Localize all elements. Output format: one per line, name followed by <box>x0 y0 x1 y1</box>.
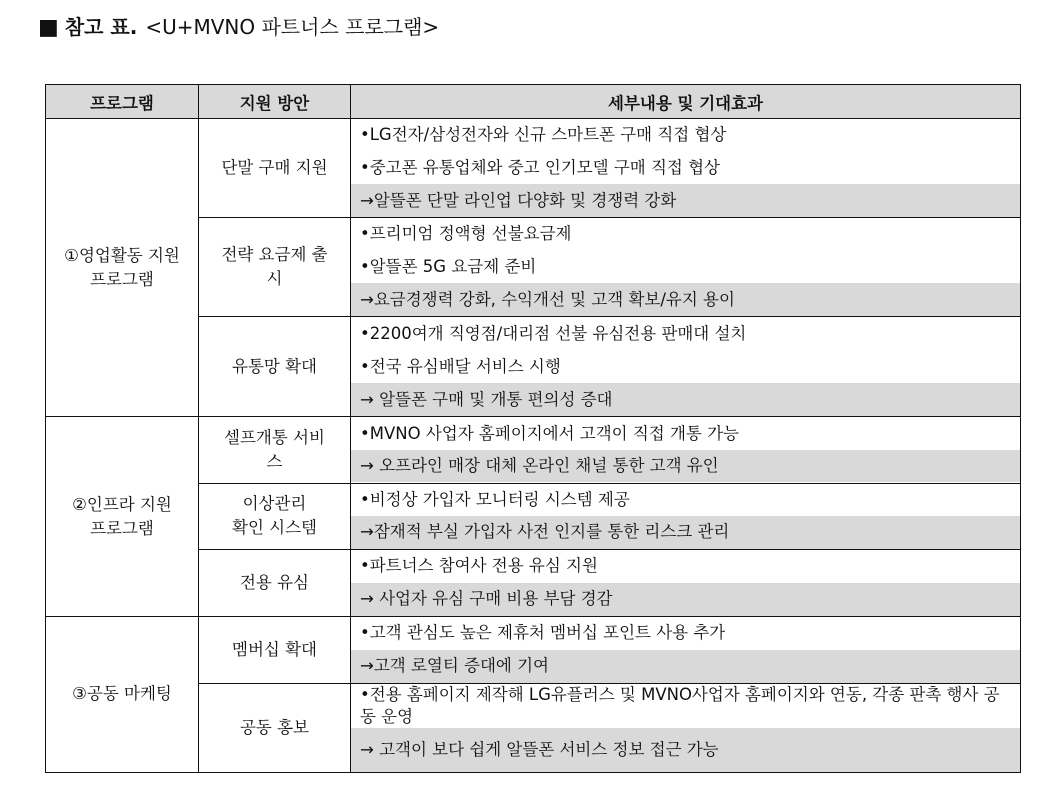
detail-lines <box>351 417 1020 482</box>
expected-effect: →요금경쟁력 강화, 수익개선 및 고객 확보/유지 용이 <box>351 283 1020 316</box>
program-label: ②인프라 지원 프로그램 <box>72 494 172 538</box>
table-row <box>46 417 1021 483</box>
method-cell <box>199 483 351 549</box>
expected-effect: → 사업자 유심 구매 비용 부담 경감 <box>351 583 1020 616</box>
method-label: 공동 홍보 <box>239 717 309 737</box>
method-cell <box>199 549 351 616</box>
table-header-row <box>46 85 1021 119</box>
detail-bullet: •비정상 가입자 모니터링 시스템 제공 <box>360 489 630 509</box>
method-label: 유통망 확대 <box>232 356 317 376</box>
detail-cell <box>351 616 1021 683</box>
detail-lines <box>351 218 1020 316</box>
method-cell <box>199 218 351 317</box>
method-cell <box>199 616 351 683</box>
detail-lines <box>351 550 1020 616</box>
detail-cell <box>351 218 1021 317</box>
detail-bullet: •전국 유심배달 서비스 시행 <box>360 356 561 376</box>
square-bullet-icon: ■ <box>38 15 59 40</box>
detail-cell <box>351 683 1021 772</box>
detail-lines <box>351 317 1020 416</box>
document-title <box>38 12 439 43</box>
detail-cell <box>351 119 1021 218</box>
method-label: 전략 요금제 출시 <box>221 245 328 289</box>
table-row <box>46 119 1021 218</box>
detail-bullet: •전용 홈페이지 제작해 LG유플러스 및 MVNO사업자 홈페이지와 연동, 각종 판촉 행사 공동 운영 <box>360 684 1000 726</box>
detail-bullet: •2200여개 직영점/대리점 선불 유심전용 판매대 설치 <box>360 323 747 343</box>
detail-bullet: •MVNO 사업자 홈페이지에서 고객이 직접 개통 가능 <box>360 423 739 443</box>
detail-bullet: •중고폰 유통업체와 중고 인기모델 구매 직접 협상 <box>360 158 720 177</box>
method-label: 이상관리 확인 시스템 <box>232 494 317 538</box>
method-label: 전용 유심 <box>239 572 309 592</box>
header-details: 세부내용 및 기대효과 <box>351 85 1021 119</box>
expected-effect: → 고객이 보다 쉽게 알뜰폰 서비스 정보 접근 가능 <box>351 728 1020 772</box>
program-cell <box>46 417 199 616</box>
method-label: 셀프개통 서비스 <box>224 427 325 471</box>
detail-cell <box>351 417 1021 483</box>
detail-bullet: •프리미엄 정액형 선불요금제 <box>360 224 572 244</box>
method-cell <box>199 417 351 483</box>
detail-bullet: •파트너스 참여사 전용 유심 지원 <box>360 556 598 576</box>
detail-lines <box>351 484 1020 549</box>
detail-bullet: •LG전자/삼성전자와 신규 스마트폰 구매 직접 협상 <box>360 125 727 145</box>
detail-lines <box>351 617 1020 683</box>
expected-effect: →잠재적 부실 가입자 사전 인지를 통한 리스크 관리 <box>351 516 1020 549</box>
title-label: 참고 표. <box>64 15 138 39</box>
header-program: 프로그램 <box>46 85 199 119</box>
program-cell <box>46 616 199 772</box>
title-text: <U+MVNO 파트너스 프로그램> <box>145 15 440 39</box>
method-cell <box>199 683 351 772</box>
expected-effect: →알뜰폰 단말 라인업 다양화 및 경쟁력 강화 <box>351 184 1020 217</box>
detail-cell <box>351 483 1021 549</box>
partners-program-table <box>45 84 1021 773</box>
method-label: 단말 구매 지원 <box>221 158 328 178</box>
method-cell <box>199 317 351 417</box>
method-label: 멤버십 확대 <box>232 639 317 659</box>
detail-lines <box>351 684 1020 772</box>
expected-effect: → 오프라인 매장 대체 온라인 채널 통한 고객 유인 <box>351 450 1020 483</box>
header-method: 지원 방안 <box>199 85 351 119</box>
program-label: ①영업활동 지원 프로그램 <box>64 245 180 289</box>
detail-cell <box>351 317 1021 417</box>
program-label: ③공동 마케팅 <box>72 684 172 704</box>
detail-bullet: •알뜰폰 5G 요금제 준비 <box>360 257 537 277</box>
expected-effect: → 알뜰폰 구매 및 개통 편의성 증대 <box>351 383 1020 416</box>
method-cell <box>199 119 351 218</box>
program-cell <box>46 119 199 417</box>
detail-cell <box>351 549 1021 616</box>
table-row <box>46 616 1021 683</box>
expected-effect: →고객 로열티 증대에 기여 <box>351 650 1020 683</box>
detail-bullet: •고객 관심도 높은 제휴처 멤버십 포인트 사용 추가 <box>360 623 726 643</box>
detail-lines <box>351 119 1020 217</box>
